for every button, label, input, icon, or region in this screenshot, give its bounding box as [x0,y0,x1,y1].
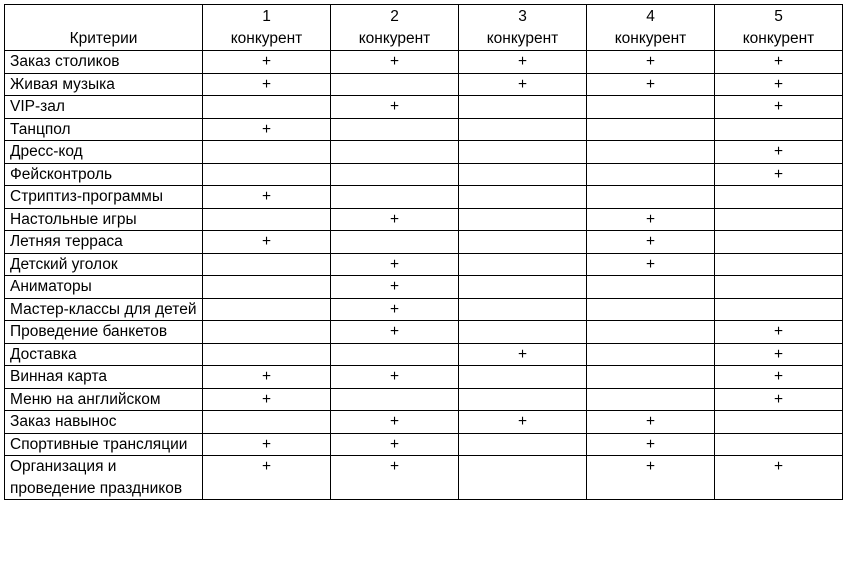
criterion-cell: Доставка [5,343,203,366]
criterion-cell: Дресс-код [5,141,203,164]
criterion-cell: Заказ навынос [5,411,203,434]
competitor-5-mark-cell: + [715,141,843,164]
criteria-column-header [5,5,203,51]
competitor-4-mark-cell [587,298,715,321]
competitor-4-mark-cell [587,388,715,411]
competitor-1-mark-cell: + [203,456,331,500]
competitor-number: 5 [774,8,783,25]
competitor-4-mark-cell [587,163,715,186]
criterion-cell: Стриптиз-программы [5,186,203,209]
competitor-4-mark-cell [587,343,715,366]
competitor-2-mark-cell [331,141,459,164]
competitor-4-mark-cell: + [587,411,715,434]
competitor-3-mark-cell [459,141,587,164]
competitor-2-mark-cell [331,73,459,96]
competitor-2-mark-cell [331,343,459,366]
competitor-5-mark-cell: + [715,51,843,74]
table-row [5,141,843,164]
competitor-3-mark-cell [459,163,587,186]
criterion-cell: Аниматоры [5,276,203,299]
competitor-5-header [715,5,843,51]
competitor-1-mark-cell: + [203,186,331,209]
competitor-3-mark-cell [459,298,587,321]
competitor-5-mark-cell: + [715,388,843,411]
competitor-5-mark-cell: + [715,366,843,389]
criterion-cell: Фейсконтроль [5,163,203,186]
competitor-3-mark-cell [459,456,587,500]
competitor-4-mark-cell [587,118,715,141]
competitor-word: конкурент [486,29,559,47]
competitor-3-mark-cell [459,366,587,389]
criterion-cell: Живая музыка [5,73,203,96]
competitor-comparison-table [4,4,843,500]
competitor-5-mark-cell [715,208,843,231]
competitor-3-mark-cell [459,388,587,411]
competitor-1-mark-cell: + [203,51,331,74]
table-row [5,456,843,500]
competitor-1-mark-cell [203,163,331,186]
competitor-1-mark-cell [203,411,331,434]
competitor-4-header [587,5,715,51]
competitor-1-mark-cell [203,343,331,366]
competitor-5-mark-cell: + [715,73,843,96]
competitor-1-mark-cell: + [203,118,331,141]
competitor-3-mark-cell [459,253,587,276]
competitor-1-mark-cell [203,321,331,344]
competitor-5-mark-cell [715,253,843,276]
competitor-3-mark-cell: + [459,51,587,74]
competitor-4-mark-cell: + [587,51,715,74]
competitor-4-mark-cell [587,96,715,119]
criterion-cell: Детский уголок [5,253,203,276]
competitor-1-header [203,5,331,51]
competitor-3-mark-cell: + [459,411,587,434]
competitor-1-mark-cell: + [203,73,331,96]
competitor-2-mark-cell: + [331,298,459,321]
competitor-2-mark-cell [331,163,459,186]
criterion-cell: Спортивные трансляции [5,433,203,456]
competitor-3-mark-cell [459,96,587,119]
competitor-5-mark-cell: + [715,321,843,344]
competitor-3-mark-cell [459,231,587,254]
competitor-2-mark-cell: + [331,321,459,344]
competitor-1-mark-cell [203,208,331,231]
table-header [5,5,843,51]
competitor-2-mark-cell: + [331,253,459,276]
competitor-2-mark-cell: + [331,456,459,500]
table-row [5,208,843,231]
criterion-cell: VIP-зал [5,96,203,119]
table-body [5,51,843,500]
competitor-number: 3 [518,8,527,25]
competitor-number: 1 [262,8,271,25]
competitor-word: конкурент [742,29,815,47]
competitor-3-mark-cell [459,321,587,344]
competitor-3-mark-cell [459,433,587,456]
competitor-4-mark-cell [587,276,715,299]
table-row [5,118,843,141]
competitor-5-mark-cell: + [715,456,843,500]
competitor-word: конкурент [230,29,303,47]
competitor-4-mark-cell: + [587,208,715,231]
criterion-cell: Летняя терраса [5,231,203,254]
competitor-5-mark-cell [715,433,843,456]
competitor-3-mark-cell [459,186,587,209]
competitor-5-mark-cell: + [715,96,843,119]
competitor-word: конкурент [358,29,431,47]
competitor-5-mark-cell: + [715,163,843,186]
competitor-2-mark-cell: + [331,411,459,434]
competitor-number: 2 [390,8,399,25]
table-row [5,298,843,321]
competitor-2-mark-cell: + [331,208,459,231]
competitor-3-mark-cell [459,208,587,231]
competitor-2-mark-cell [331,388,459,411]
competitor-2-mark-cell: + [331,433,459,456]
table-row [5,73,843,96]
competitor-3-mark-cell [459,118,587,141]
competitor-4-mark-cell: + [587,231,715,254]
table-row [5,411,843,434]
competitor-4-mark-cell [587,366,715,389]
criterion-cell: Заказ столиков [5,51,203,74]
criterion-cell: Мастер-классы для детей [5,298,203,321]
table-row [5,343,843,366]
table-row [5,186,843,209]
criterion-cell: Организация и проведение праздников [5,456,203,500]
competitor-1-mark-cell: + [203,433,331,456]
criterion-cell: Меню на английском [5,388,203,411]
table-row [5,366,843,389]
header-row [5,5,843,51]
competitor-2-mark-cell [331,231,459,254]
competitor-1-mark-cell [203,96,331,119]
competitor-3-mark-cell [459,276,587,299]
competitor-2-mark-cell: + [331,276,459,299]
competitor-2-mark-cell [331,118,459,141]
criteria-header-label: Критерии [69,29,138,47]
competitor-1-mark-cell: + [203,366,331,389]
competitor-1-mark-cell [203,141,331,164]
table-row [5,276,843,299]
table-row [5,163,843,186]
competitor-4-mark-cell [587,141,715,164]
competitor-2-mark-cell: + [331,51,459,74]
competitor-5-mark-cell [715,231,843,254]
competitor-3-mark-cell: + [459,73,587,96]
competitor-4-mark-cell [587,321,715,344]
criterion-cell: Винная карта [5,366,203,389]
table-row [5,51,843,74]
competitor-1-mark-cell: + [203,231,331,254]
table-row [5,388,843,411]
competitor-5-mark-cell [715,118,843,141]
table-row [5,231,843,254]
competitor-3-mark-cell: + [459,343,587,366]
table-row [5,321,843,344]
criterion-cell: Танцпол [5,118,203,141]
competitor-5-mark-cell [715,276,843,299]
competitor-4-mark-cell: + [587,433,715,456]
table-row [5,433,843,456]
competitor-5-mark-cell: + [715,343,843,366]
competitor-4-mark-cell: + [587,253,715,276]
competitor-word: конкурент [614,29,687,47]
criterion-cell: Настольные игры [5,208,203,231]
table-row [5,96,843,119]
competitor-2-header [331,5,459,51]
competitor-2-mark-cell [331,186,459,209]
competitor-4-mark-cell: + [587,456,715,500]
competitor-4-mark-cell: + [587,73,715,96]
competitor-1-mark-cell [203,276,331,299]
competitor-5-mark-cell [715,186,843,209]
competitor-1-mark-cell [203,253,331,276]
competitor-3-header [459,5,587,51]
criterion-cell: Проведение банкетов [5,321,203,344]
competitor-4-mark-cell [587,186,715,209]
competitor-5-mark-cell [715,411,843,434]
competitor-5-mark-cell [715,298,843,321]
competitor-2-mark-cell: + [331,96,459,119]
competitor-number: 4 [646,8,655,25]
competitor-1-mark-cell [203,298,331,321]
competitor-2-mark-cell: + [331,366,459,389]
table-row [5,253,843,276]
competitor-1-mark-cell: + [203,388,331,411]
